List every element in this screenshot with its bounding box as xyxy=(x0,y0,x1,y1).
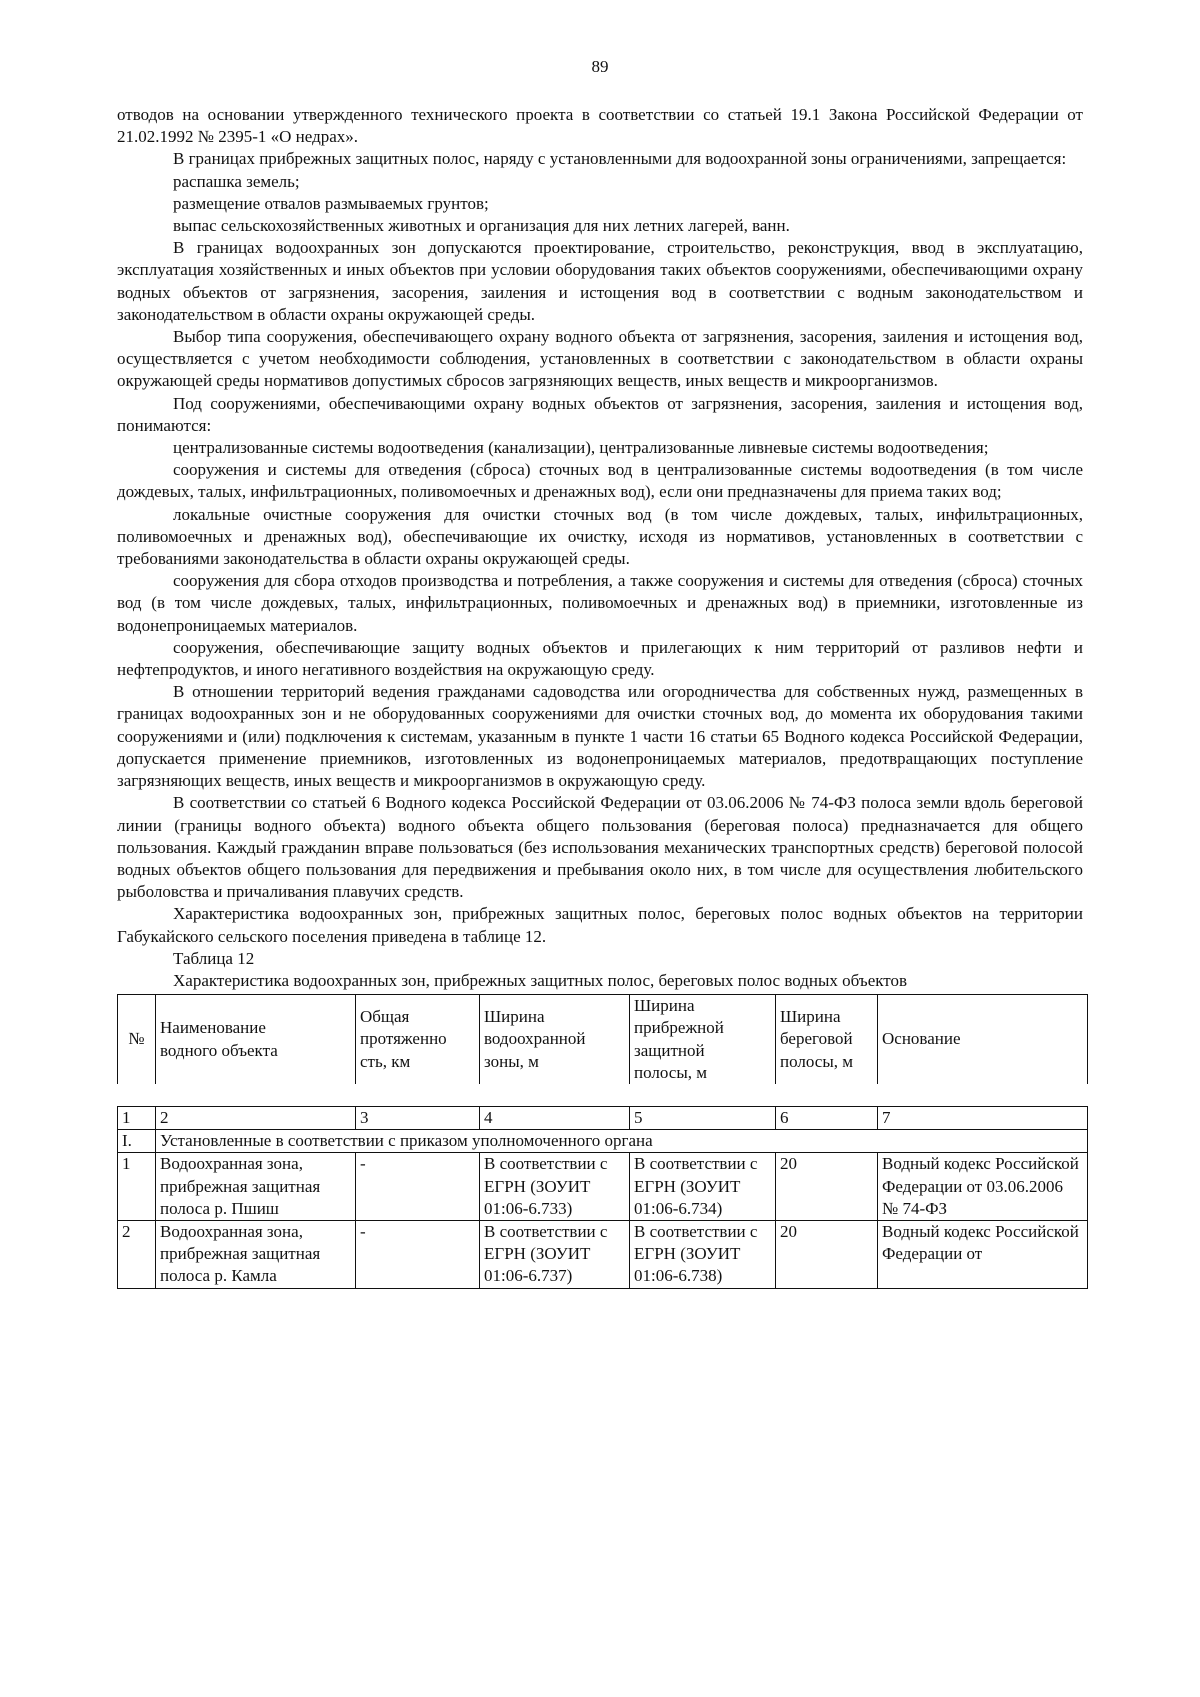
paragraph: централизованные системы водоотведения (канализации), централизованные ливневые системы водоотведения; xyxy=(173,438,989,458)
table-row xyxy=(118,1153,1088,1221)
header-cell-wpz: Ширина водоохранной зоны, м xyxy=(480,995,630,1084)
paragraph: выпас сельскохозяйственных животных и организация для них летних лагерей, ванн. xyxy=(173,216,790,236)
column-number: 4 xyxy=(480,1106,630,1129)
page-number: 89 xyxy=(591,57,609,76)
paragraph: распашка земель; xyxy=(173,171,300,191)
column-number: 3 xyxy=(356,1106,480,1129)
header-cell-name: Наименование водного объекта xyxy=(156,995,356,1084)
column-number: 5 xyxy=(630,1106,776,1129)
column-number: 7 xyxy=(878,1106,1088,1129)
paragraph: сооружения и системы для отведения (сброса) сточных вод в централизованные системы водоотведения (в том числе дождевых, талых, инфильтрационных, поливомоечных и дренажных вод), если они предназначены для приема таких вод; xyxy=(117,460,1083,502)
table-label: Таблица 12 xyxy=(173,948,255,968)
paragraph: Характеристика водоохранных зон, прибрежных защитных полос, береговых полос водных объектов на территории Габукайского сельского поселения приведена в таблице 12. xyxy=(117,904,1083,946)
document-body xyxy=(117,104,1083,1289)
paragraph: локальные очистные сооружения для очистки сточных вод (в том числе дождевых, талых, инфильтрационных, поливомоечных и дренажных вод), обеспечивающие их очистку, исходя из нормативов, установленных в соответствии с требованиями законодательства в области охраны окружающей среды. xyxy=(117,504,1083,569)
row-basis: Водный кодекс Российской Федерации от 03.06.2006 № 74-ФЗ xyxy=(878,1153,1088,1221)
row-wpz: В соответствии с ЕГРН (ЗОУИТ 01:06-6.733) xyxy=(480,1153,630,1221)
row-name: Водоохранная зона, прибрежная защитная полоса р. Камла xyxy=(156,1220,356,1288)
column-number: 6 xyxy=(776,1106,878,1129)
paragraph: В соответствии со статьей 6 Водного кодекса Российской Федерации от 03.06.2006 № 74-ФЗ полоса земли вдоль береговой линии (границы водного объекта) водного объекта общего пользования (береговая полоса) предназначается для общего пользования. Каждый гражданин вправе пользоваться (без использования механических транспортных средств) береговой полосой водных объектов общего пользования для передвижения и пребывания около них, в том числе для осуществления любительского рыболовства и причаливания плавучих средств. xyxy=(117,793,1083,902)
table-row xyxy=(118,1220,1088,1288)
row-name: Водоохранная зона, прибрежная защитная полоса р. Пшиш xyxy=(156,1153,356,1221)
row-bp: 20 xyxy=(776,1220,878,1288)
row-length: - xyxy=(356,1153,480,1221)
paragraphs xyxy=(117,104,1083,948)
paragraph: Под сооружениями, обеспечивающими охрану водных объектов от загрязнения, засорения, заиления и истощения вод, понимаются: xyxy=(117,393,1083,435)
section-row xyxy=(118,1130,1088,1153)
header-cell-pzp: Ширина прибрежной защитной полосы, м xyxy=(630,995,776,1084)
section-title: Установленные в соответствии с приказом уполномоченного органа xyxy=(156,1130,1088,1153)
row-pzp: В соответствии с ЕГРН (ЗОУИТ 01:06-6.734) xyxy=(630,1153,776,1221)
paragraph: Выбор типа сооружения, обеспечивающего охрану водного объекта от загрязнения, засорения, заиления и истощения вод, осуществляется с учетом необходимости соблюдения, установленных в соответствии с законодательством в области охраны окружающей среды нормативов допустимых сбросов загрязняющих веществ, иных веществ и микроорганизмов. xyxy=(117,327,1083,391)
column-number: 1 xyxy=(118,1106,156,1129)
paragraph: В отношении территорий ведения гражданами садоводства или огородничества для собственных нужд, размещенных в границах водоохранных зон и не оборудованных сооружениями для очистки сточных вод, до момента их оборудования такими сооружениями и (или) подключения к системам, указанным в пункте 1 части 16 статьи 65 Водного кодекса Российской Федерации, допускается применение приемников, изготовленных из водонепроницаемых материалов, предотвращающих поступление загрязняющих веществ, иных веществ и микроорганизмов в окружающую среду. xyxy=(117,682,1083,791)
paragraph: размещение отвалов размываемых грунтов; xyxy=(173,193,489,213)
row-num: 2 xyxy=(118,1220,156,1288)
header-cell-length: Общая протяженно сть, км xyxy=(356,995,480,1084)
row-num: 1 xyxy=(118,1153,156,1221)
table-header xyxy=(117,994,1088,1084)
section-num: I. xyxy=(118,1130,156,1153)
table-title: Характеристика водоохранных зон, прибрежных защитных полос, береговых полос водных объектов xyxy=(173,970,908,990)
header-cell-bp: Ширина береговой полосы, м xyxy=(776,995,878,1084)
column-numbers-row xyxy=(118,1106,1088,1129)
row-bp: 20 xyxy=(776,1153,878,1221)
row-basis: Водный кодекс Российской Федерации от xyxy=(878,1220,1088,1288)
table-body xyxy=(117,1106,1088,1289)
header-cell-basis: Основание xyxy=(878,995,1088,1084)
paragraph: сооружения, обеспечивающие защиту водных объектов и прилегающих к ним территорий от разливов нефти и нефтепродуктов, и иного негативного воздействия на окружающую среду. xyxy=(117,637,1083,680)
paragraph: отводов на основании утвержденного технического проекта в соответствии со статьей 19.1 Закона Российской Федерации от 21.02.1992 № 2395-1 «О недрах». xyxy=(117,105,1083,147)
row-wpz: В соответствии с ЕГРН (ЗОУИТ 01:06-6.737) xyxy=(480,1220,630,1288)
paragraph: сооружения для сбора отходов производства и потребления, а также сооружения и системы для отведения (сброса) сточных вод (в том числе дождевых, талых, инфильтрационных, поливомоечных и дренажных вод) в приемники, изготовленные из водонепроницаемых материалов. xyxy=(117,571,1083,635)
paragraph: В границах прибрежных защитных полос, наряду с установленными для водоохранной зоны ограничениями, запрещается: xyxy=(173,149,1067,169)
column-number: 2 xyxy=(156,1106,356,1129)
paragraph: В границах водоохранных зон допускаются проектирование, строительство, реконструкция, ввод в эксплуатацию, эксплуатация хозяйственных и иных объектов при условии оборудования таких объектов сооружениями, обеспечивающими охрану водных объектов от загрязнения, засорения, заиления и истощения вод в соответствии с водным законодательством и законодательством в области охраны окружающей среды. xyxy=(117,238,1083,324)
row-pzp: В соответствии с ЕГРН (ЗОУИТ 01:06-6.738) xyxy=(630,1220,776,1288)
header-cell-num: № xyxy=(118,995,156,1084)
row-length: - xyxy=(356,1220,480,1288)
